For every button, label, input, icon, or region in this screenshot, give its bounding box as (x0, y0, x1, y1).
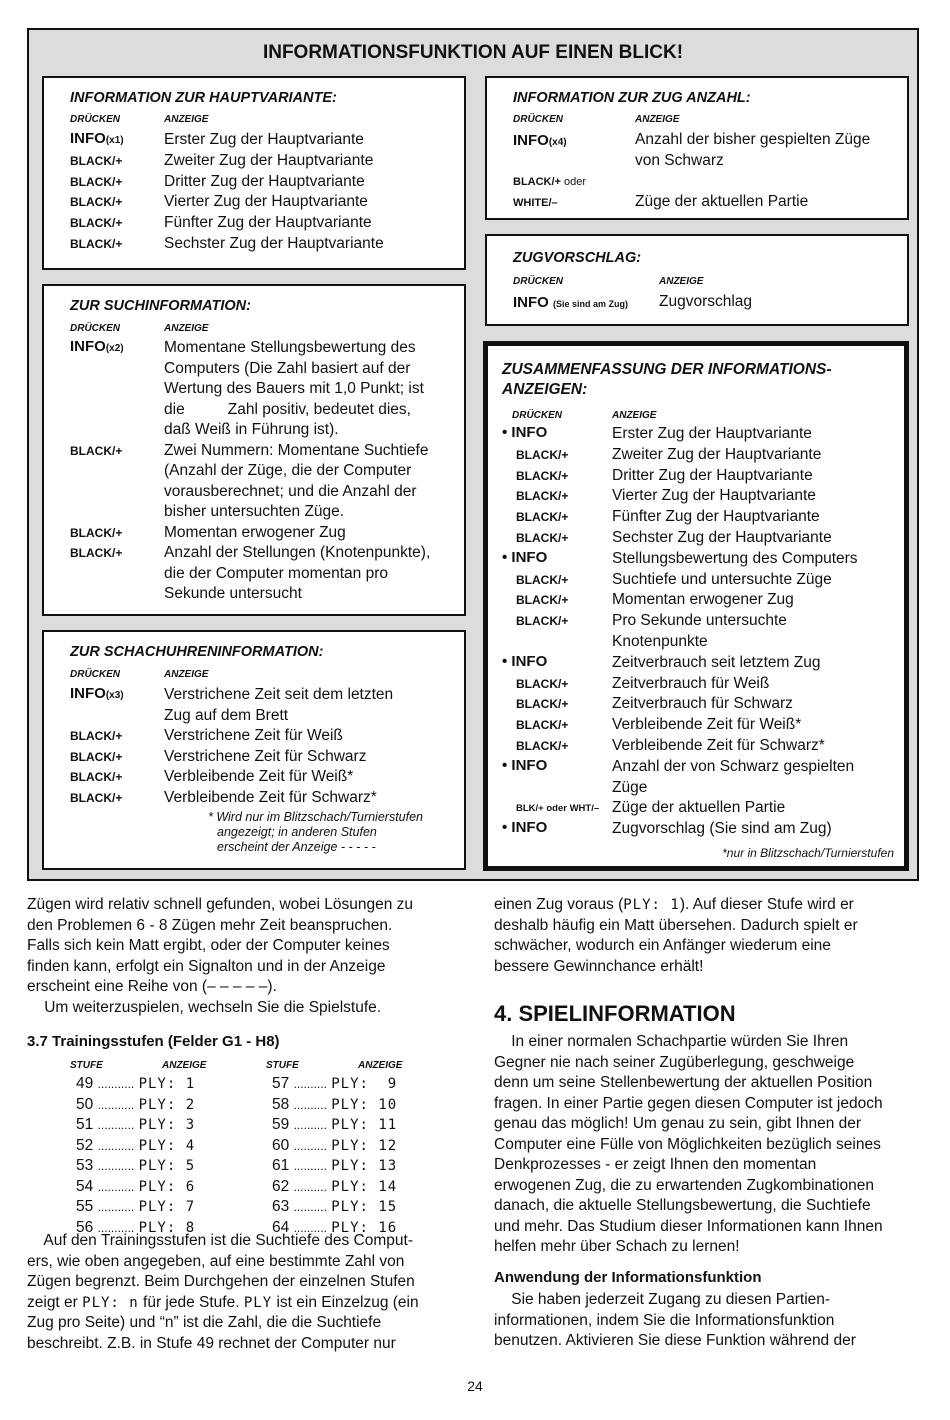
display-text: Anzahl der von Schwarz gespielten (612, 757, 855, 775)
text-line: In einer normalen Schachpartie würden Sie Ihren (494, 1033, 849, 1050)
level-number: 59 (272, 1116, 290, 1133)
box-zugvorschlag (485, 234, 909, 326)
box-schachuhr (42, 630, 466, 870)
display-text: Sechster Zug der Hauptvariante (612, 529, 832, 546)
press-key (70, 770, 122, 784)
press-key-sub: (x2) (105, 343, 124, 354)
display-text: Zugvorschlag (Sie sind am Zug) (612, 820, 832, 838)
box-hauptvariante (42, 76, 466, 270)
level-dots: .......... (293, 1159, 327, 1173)
box-suchinformation (42, 284, 466, 616)
text-line: schwächer, wodurch ein Anfänger wiederum eine (494, 937, 831, 954)
level-display: PLY: 6 (138, 1178, 196, 1195)
level-row (76, 1177, 195, 1198)
level-number: 54 (76, 1177, 94, 1195)
press-key: BLACK/+ (516, 676, 569, 691)
display-text: Erster Zug der Hauptvariante (164, 131, 364, 148)
display-text: Dritter Zug der Hauptvariante (612, 466, 813, 484)
level-display: PLY: 11 (331, 1117, 398, 1133)
press-key-label: BLACK/+ (70, 216, 123, 231)
display-text: Verbleibende Zeit für Weiß* (612, 716, 802, 734)
right-paragraph-2 (494, 1032, 883, 1258)
level-number: 60 (272, 1136, 290, 1154)
text-line: Zügen begrenzt. Beim Durchgehen der einzelnen Stufen (27, 1273, 415, 1290)
press-key-label: BLACK/+ (70, 525, 123, 540)
display-text: Sechster Zug der Hauptvariante (164, 235, 384, 252)
text-line: Denkprozesses - er zeigt Ihnen den momentan (494, 1156, 817, 1173)
press-key (70, 685, 124, 702)
level-number: 50 (76, 1095, 94, 1113)
display-line: Verbleibende Zeit für Schwarz* (164, 788, 377, 806)
right-paragraph-1 (494, 895, 858, 977)
text-line: den Problemen 6 - 8 Zügen mehr Zeit beanspruchen. (27, 916, 393, 934)
press-key: INFO (Sie sind am Zug) (513, 294, 629, 311)
display-line: (Anzahl der Züge, die der Computer (164, 462, 412, 479)
level-row (272, 1136, 397, 1157)
page-number: 24 (467, 1378, 483, 1394)
display-line: Zug auf dem Brett (164, 706, 289, 724)
level-dots: .......... (293, 1118, 327, 1132)
level-number: 64 (272, 1218, 290, 1236)
level-number: 62 (272, 1177, 290, 1195)
display-text: Stellungsbewertung des Computers (612, 549, 858, 567)
level-number: 49 (76, 1075, 94, 1092)
level-dots: ........... (97, 1159, 135, 1173)
display-text: Züge der aktuellen Partie (635, 193, 809, 210)
col-press: DRÜCKEN (513, 114, 563, 125)
level-dots: ........... (97, 1097, 135, 1112)
press-key-label: BLACK/+ (70, 174, 123, 189)
display-text (164, 543, 430, 605)
level-number: 56 (76, 1218, 94, 1236)
level-dots: ........... (97, 1200, 135, 1214)
display-text: Dritter Zug der Hauptvariante (164, 172, 365, 190)
press-key (70, 444, 122, 458)
box-zug-anzahl (485, 76, 909, 220)
press-key-label: INFO (70, 685, 106, 702)
press-key: BLACK/+ (516, 447, 569, 462)
level-number: 61 (272, 1157, 290, 1174)
col-press: DRÜCKEN (512, 410, 562, 421)
display-text (164, 747, 366, 768)
box-title: ZUGVORSCHLAG: (513, 250, 642, 266)
text-part: ). Auf dieser Stufe wird er (679, 896, 854, 913)
level-display: PLY: 15 (331, 1199, 398, 1215)
col-display: ANZEIGE (164, 669, 209, 680)
text-line: Gegner nie nach seiner Zugüberlegung, geschweige (494, 1053, 855, 1071)
press-key-label: BLACK/+ (70, 546, 123, 560)
level-row (272, 1074, 397, 1095)
press-key (70, 154, 122, 168)
clock-note: * Wird nur im Blitzschach/Turnierstufen angezeigt; in anderen Stufen erscheint der Anzeige - - - - - (208, 810, 424, 854)
level-number: 51 (76, 1116, 94, 1133)
level-number: 63 (272, 1198, 290, 1215)
level-dots: ........... (97, 1077, 135, 1091)
level-number: 58 (272, 1095, 290, 1113)
subheading-anwendung: Anwendung der Informationsfunktion (494, 1269, 762, 1286)
level-display: PLY: 14 (331, 1178, 398, 1195)
level-row (272, 1095, 397, 1116)
text-line: erwogenen Zug, die zu erwartenden Zugkombinationen (494, 1176, 874, 1194)
display-text: Vierter Zug der Hauptvariante (612, 487, 816, 505)
display-text: Pro Sekunde untersuchte (612, 612, 787, 630)
lcd-text: PLY: n (82, 1294, 139, 1311)
display-text (164, 767, 353, 788)
level-row (76, 1074, 195, 1095)
text-line: Sie haben jederzeit Zugang zu diesen Partien- (494, 1291, 831, 1308)
text-line: ers, wie oben angegeben, auf eine bestimmte Zahl von (27, 1252, 405, 1270)
display-text (164, 685, 393, 726)
display-text: Zweiter Zug der Hauptvariante (612, 445, 822, 463)
press-key-label: BLACK/+ (70, 770, 123, 784)
press-key-sub: (x3) (105, 690, 124, 701)
display-text: Verbleibende Zeit für Schwarz* (612, 737, 825, 754)
text-line: deshalb häufig ein Matt übersehen. Dadurch spielt er (494, 916, 858, 934)
display-text: Momentan erwogener Zug (612, 591, 794, 609)
text-line: Um weiterzuspielen, wechseln Sie die Spielstufe. (27, 998, 382, 1016)
press-key (70, 216, 122, 230)
press-key: BLACK/+ (516, 739, 569, 753)
level-row (272, 1156, 397, 1177)
press-key (70, 750, 122, 764)
text-line: informationen, indem Sie die Informationsfunktion (494, 1311, 835, 1329)
press-key (70, 729, 122, 743)
press-key-label: BLACK/+ (70, 749, 123, 764)
level-dots: .......... (293, 1097, 327, 1112)
box-title: INFORMATION ZUR ZUG ANZAHL: (513, 90, 751, 106)
text-line: Zug pro Seite) und “n” ist die Zahl, die die Suchtiefe (27, 1314, 382, 1331)
left-paragraph-1 (27, 895, 413, 1018)
display-line: Computers (Die Zahl basiert auf der (164, 359, 411, 377)
box-title: INFORMATION ZUR HAUPTVARIANTE: (70, 90, 337, 106)
press-key: WHITE/– (513, 197, 558, 209)
display-text (164, 726, 343, 747)
display-line: Wertung des Bauers mit 1,0 Punkt; ist (164, 380, 424, 397)
display-text: Knotenpunkte (612, 633, 708, 650)
text-line: genau das möglich! Um genau zu sein, gibt Ihnen der (494, 1115, 862, 1132)
level-row (76, 1197, 195, 1218)
press-key-label: BLACK/+ (70, 195, 123, 210)
level-display: PLY: 7 (138, 1199, 196, 1215)
text-line: Computer eine Fülle von Möglichkeiten bezüglich seines (494, 1135, 881, 1153)
text-line (494, 895, 858, 916)
press-key (70, 195, 122, 209)
level-dots: .......... (293, 1138, 327, 1153)
press-key: BLACK/+ (516, 614, 569, 629)
text-line: beschreibt. Z.B. in Stufe 49 rechnet der Computer nur (27, 1334, 396, 1352)
press-key: • INFO (502, 819, 548, 837)
text-line: Zügen wird relativ schnell gefunden, wobei Lösungen zu (27, 896, 414, 913)
level-display: PLY: 16 (331, 1219, 398, 1236)
text-line: bessere Gewinnchance erhält! (494, 957, 704, 975)
level-dots: ........... (97, 1138, 135, 1153)
display-line: Sekunde untersucht (164, 585, 302, 602)
press-key (70, 791, 122, 805)
press-key (70, 130, 124, 147)
display-line: vorausberechnet; und die Anzahl der (164, 482, 417, 500)
text-part: einen Zug voraus ( (494, 896, 624, 913)
level-display: PLY: 5 (138, 1158, 196, 1174)
col-display: ANZEIGE (635, 114, 680, 125)
level-display: PLY: 2 (138, 1096, 196, 1113)
display-line: Momentan erwogener Zug (164, 523, 346, 541)
display-text (164, 338, 424, 441)
level-display: PLY: 1 (138, 1076, 196, 1092)
display-text: Anzahl der bisher gespielten Züge von Schwarz (635, 131, 871, 169)
display-text: Züge der aktuellen Partie (612, 799, 786, 817)
text-part: zeigt er (27, 1293, 83, 1311)
col-press: DRÜCKEN (513, 276, 563, 287)
col-press: DRÜCKEN (70, 323, 120, 334)
display-text: Zugvorschlag (659, 293, 753, 310)
text-line: fragen. In einer Partie gegen diesen Computer ist jedoch (494, 1094, 883, 1112)
press-key: BLACK/+ (516, 593, 569, 608)
col-press: DRÜCKEN (70, 669, 120, 680)
level-display: PLY: 13 (331, 1158, 398, 1174)
text-line: Falls sich kein Matt ergibt, oder der Computer keines (27, 937, 390, 954)
lcd-text: PLY: 1 (623, 897, 680, 913)
level-number: 55 (76, 1198, 94, 1215)
level-dots: .......... (293, 1220, 327, 1235)
box-title: ZUR SUCHINFORMATION: (70, 298, 251, 314)
level-row (272, 1177, 397, 1198)
text-line: finden kann, erfolgt ein Signalton und in der Anzeige (27, 957, 386, 975)
level-dots: ........... (97, 1179, 135, 1194)
display-text: Zeitverbrauch für Weiß (612, 674, 770, 692)
level-row (272, 1197, 397, 1218)
left-paragraph-2 (27, 1231, 419, 1354)
press-key: • INFO (502, 424, 548, 441)
press-key: INFO(x4) (513, 132, 567, 149)
display-text: Zweiter Zug der Hauptvariante (164, 151, 374, 169)
press-key-label: BLACK/+ (70, 790, 123, 805)
text-line: Auf den Trainingsstufen ist die Suchtiefe des Comput- (27, 1232, 413, 1249)
level-number: 52 (76, 1136, 94, 1154)
press-key: • INFO (502, 652, 548, 670)
press-key: BLACK/+ oder (513, 176, 587, 188)
press-key-label: BLACK/+ (70, 237, 123, 251)
level-dots: .......... (293, 1077, 327, 1091)
press-key: BLACK/+ (516, 718, 569, 733)
press-key (70, 175, 122, 189)
press-key: BLACK/+ (516, 510, 569, 525)
col-anzeige: ANZEIGE (162, 1060, 207, 1071)
level-dots: ........... (97, 1118, 135, 1132)
press-key-label: BLACK/+ (70, 153, 123, 168)
level-row (76, 1115, 195, 1136)
press-key (70, 338, 124, 355)
display-text: Erster Zug der Hauptvariante (612, 425, 812, 442)
level-display: PLY: 8 (138, 1219, 196, 1236)
level-row (76, 1136, 195, 1157)
press-key (70, 526, 122, 540)
press-key: BLACK/+ (516, 468, 569, 483)
col-display: ANZEIGE (164, 114, 209, 125)
display-text: Zeitverbrauch seit letztem Zug (612, 653, 821, 671)
text-line: helfen mehr über Schach zu lernen! (494, 1238, 740, 1255)
col-anzeige: ANZEIGE (358, 1060, 403, 1071)
press-key (70, 546, 122, 560)
display-line: Verstrichene Zeit für Weiß (164, 727, 343, 744)
box-title: ZUR SCHACHUHRENINFORMATION: (70, 644, 324, 660)
text-line: benutzen. Aktivieren Sie diese Funktion während der (494, 1332, 856, 1349)
press-key: • INFO (502, 756, 548, 774)
col-stufe: STUFE (70, 1060, 103, 1071)
level-display: PLY: 3 (138, 1117, 196, 1133)
press-key: • INFO (502, 548, 548, 566)
display-line: bisher untersuchten Züge. (164, 503, 345, 520)
text-part: für jede Stufe. (138, 1293, 244, 1311)
display-text: Fünfter Zug der Hauptvariante (164, 214, 372, 232)
level-number: 53 (76, 1157, 94, 1174)
level-display: PLY: 9 (331, 1076, 398, 1092)
col-press: DRÜCKEN (70, 114, 120, 125)
press-key: BLACK/+ (516, 489, 569, 504)
text-line: erscheint eine Reihe von (– – – – –). (27, 978, 277, 995)
display-text: Suchtiefe und untersuchte Züge (612, 570, 832, 588)
display-text: Vierter Zug der Hauptvariante (164, 193, 368, 211)
text-part: ist ein Einzelzug (ein (272, 1293, 419, 1311)
press-key (70, 237, 122, 251)
level-display: PLY: 4 (138, 1137, 196, 1154)
text-line: denn um seine Stellenbewertung der aktuellen Position (494, 1074, 873, 1091)
display-text: Züge (612, 778, 648, 796)
display-line: Verstrichene Zeit für Schwarz (164, 747, 367, 765)
level-display: PLY: 10 (331, 1096, 398, 1113)
display-text (164, 788, 377, 809)
display-text: Fünfter Zug der Hauptvariante (612, 508, 820, 526)
display-line: die Zahl positiv, bedeutet dies, (164, 400, 411, 418)
press-key: BLACK/+ (516, 697, 569, 712)
display-line: Momentane Stellungsbewertung des (164, 339, 416, 356)
press-key-label: INFO (70, 338, 106, 355)
lcd-text: PLY (243, 1294, 273, 1311)
display-line: Verbleibende Zeit für Weiß* (164, 768, 354, 785)
col-display: ANZEIGE (612, 410, 657, 421)
level-row (76, 1095, 195, 1116)
display-text (164, 523, 346, 544)
col-display: ANZEIGE (164, 323, 209, 334)
level-dots: .......... (293, 1200, 327, 1214)
box-title: ZUSAMMENFASSUNG DER INFORMATIONS- ANZEIGEN: (502, 361, 832, 398)
press-key-label: INFO (70, 130, 106, 147)
press-key: BLK/+ oder WHT/– (516, 803, 600, 815)
section-heading-3-7: 3.7 Trainingsstufen (Felder G1 - H8) (27, 1033, 280, 1050)
level-dots: ........... (97, 1220, 135, 1235)
level-dots: .......... (293, 1179, 327, 1194)
press-key-label: BLACK/+ (70, 729, 123, 743)
display-text: Zeitverbrauch für Schwarz (612, 695, 793, 713)
col-display: ANZEIGE (659, 276, 704, 287)
box-zusammenfassung (483, 341, 909, 871)
summary-note: *nur in Blitzschach/Turnierstufen (722, 846, 894, 860)
text-line (27, 1293, 419, 1314)
section-heading-4: 4. SPIELINFORMATION (494, 1001, 736, 1026)
text-line: und mehr. Das Studium dieser Informationen kann Ihnen (494, 1217, 883, 1235)
level-row (272, 1115, 397, 1136)
level-row (76, 1156, 195, 1177)
press-key: BLACK/+ (516, 572, 569, 587)
press-key-label: BLACK/+ (70, 443, 123, 458)
text-line: danach, die aktuelle Stellungsbewertung, die Suchtiefe (494, 1197, 871, 1214)
col-stufe: STUFE (266, 1060, 299, 1071)
display-line: die der Computer momentan pro (164, 564, 389, 582)
press-key-sub: (x1) (105, 135, 124, 146)
right-paragraph-3 (494, 1290, 856, 1352)
level-display: PLY: 12 (331, 1137, 398, 1154)
panel-title: INFORMATIONSFUNKTION AUF EINEN BLICK! (262, 42, 684, 63)
press-key: BLACK/+ (516, 531, 569, 545)
display-line: Verstrichene Zeit seit dem letzten (164, 686, 394, 703)
info-overview-panel (27, 28, 919, 881)
display-line: Anzahl der Stellungen (Knotenpunkte), (164, 544, 431, 561)
display-line: daß Weiß in Führung ist). (164, 421, 339, 438)
display-line: Zwei Nummern: Momentane Suchtiefe (164, 441, 429, 459)
display-text (164, 441, 428, 523)
level-number: 57 (272, 1075, 290, 1092)
